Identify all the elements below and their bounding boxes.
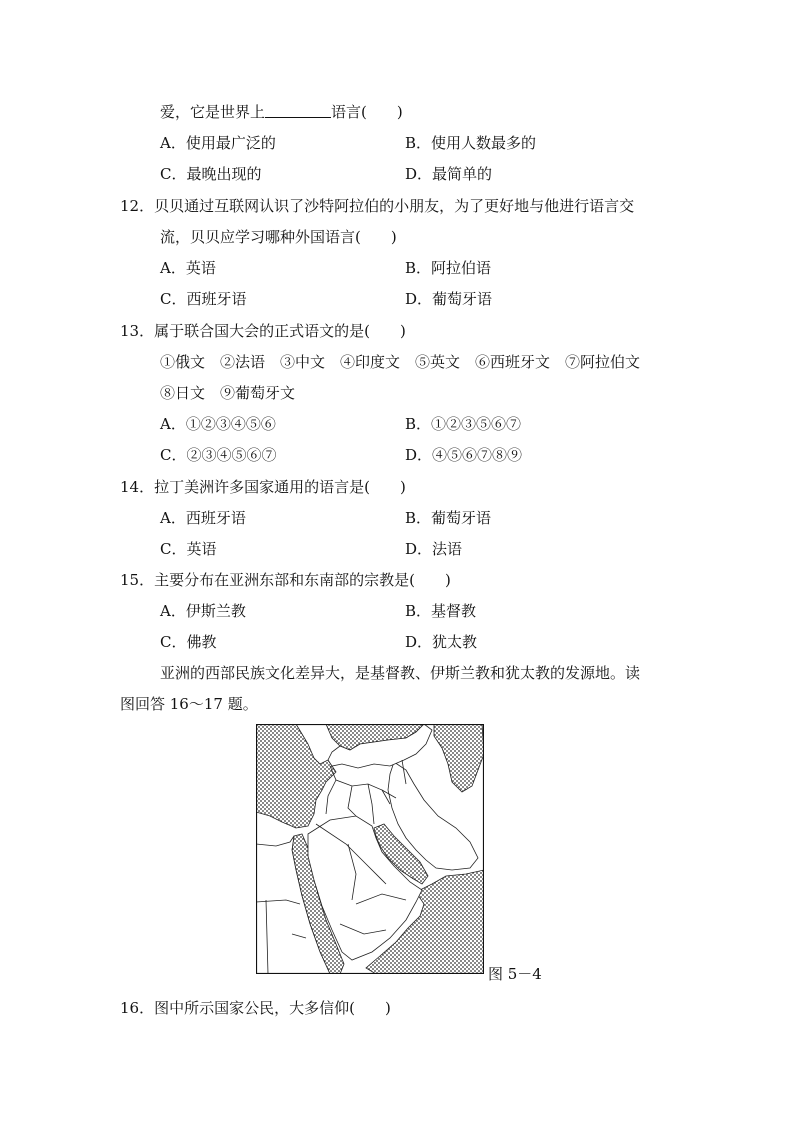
q14-option-a[interactable]: A．西班牙语 bbox=[160, 509, 246, 527]
q11-option-a[interactable]: A．使用最广泛的 bbox=[160, 134, 276, 152]
q12-option-d[interactable]: D．葡萄牙语 bbox=[405, 290, 493, 308]
q14-option-c[interactable]: C．英语 bbox=[160, 540, 217, 558]
q15-stem: 15．主要分布在亚洲东部和东南部的宗教是( ) bbox=[120, 571, 451, 589]
q12-stem-line2: 流，贝贝应学习哪种外国语言( ) bbox=[160, 228, 397, 246]
intro-line1: 亚洲的西部民族文化差异大，是基督教、伊斯兰教和犹太教的发源地。读 bbox=[160, 664, 641, 682]
q15-option-c[interactable]: C．佛教 bbox=[160, 633, 217, 651]
q11-stem-part1: 爱，它是世界上 bbox=[160, 103, 266, 121]
q12-option-b[interactable]: B．阿拉伯语 bbox=[405, 259, 492, 277]
q13-option-c[interactable]: C．②③④⑤⑥⑦ bbox=[160, 446, 277, 464]
intro-line2: 图回答 16～17 题。 bbox=[120, 695, 258, 713]
q11-option-d[interactable]: D．最简单的 bbox=[405, 165, 493, 183]
q13-option-a[interactable]: A．①②③④⑤⑥ bbox=[160, 415, 276, 433]
q13-stem: 13．属于联合国大会的正式语文的是( ) bbox=[120, 322, 406, 340]
q15-option-a[interactable]: A．伊斯兰教 bbox=[160, 602, 246, 620]
q12-stem-line1: 12．贝贝通过互联网认识了沙特阿拉伯的小朋友，为了更好地与他进行语言交 bbox=[120, 197, 635, 215]
q14-option-b[interactable]: B．葡萄牙语 bbox=[405, 509, 492, 527]
q14-option-d[interactable]: D．法语 bbox=[405, 540, 463, 558]
q11-option-b[interactable]: B．使用人数最多的 bbox=[405, 134, 537, 152]
q15-option-d[interactable]: D．犹太教 bbox=[405, 633, 478, 651]
q11-stem bbox=[160, 102, 403, 122]
q13-option-d[interactable]: D．④⑤⑥⑦⑧⑨ bbox=[405, 446, 523, 464]
q14-stem: 14．拉丁美洲许多国家通用的语言是( ) bbox=[120, 478, 406, 496]
q13-option-b[interactable]: B．①②③⑤⑥⑦ bbox=[405, 415, 522, 433]
figure-caption: 图 5－4 bbox=[488, 965, 542, 983]
q15-option-b[interactable]: B．基督教 bbox=[405, 602, 477, 620]
q13-items-line2: ⑧日文 ⑨葡萄牙文 bbox=[160, 384, 296, 402]
q12-option-a[interactable]: A．英语 bbox=[160, 259, 216, 277]
q13-items-line1: ①俄文 ②法语 ③中文 ④印度文 ⑤英文 ⑥西班牙文 ⑦阿拉伯文 bbox=[160, 353, 641, 371]
west-asia-map bbox=[256, 724, 484, 974]
mediterranean-sea bbox=[256, 724, 336, 828]
q11-answer-blank[interactable] bbox=[265, 103, 331, 118]
caspian-sea bbox=[434, 724, 484, 792]
q11-option-c[interactable]: C．最晚出现的 bbox=[160, 165, 262, 183]
q16-stem: 16．图中所示国家公民，大多信仰( ) bbox=[120, 999, 391, 1017]
q12-option-c[interactable]: C．西班牙语 bbox=[160, 290, 247, 308]
q11-stem-part2: 语言( ) bbox=[331, 103, 403, 121]
